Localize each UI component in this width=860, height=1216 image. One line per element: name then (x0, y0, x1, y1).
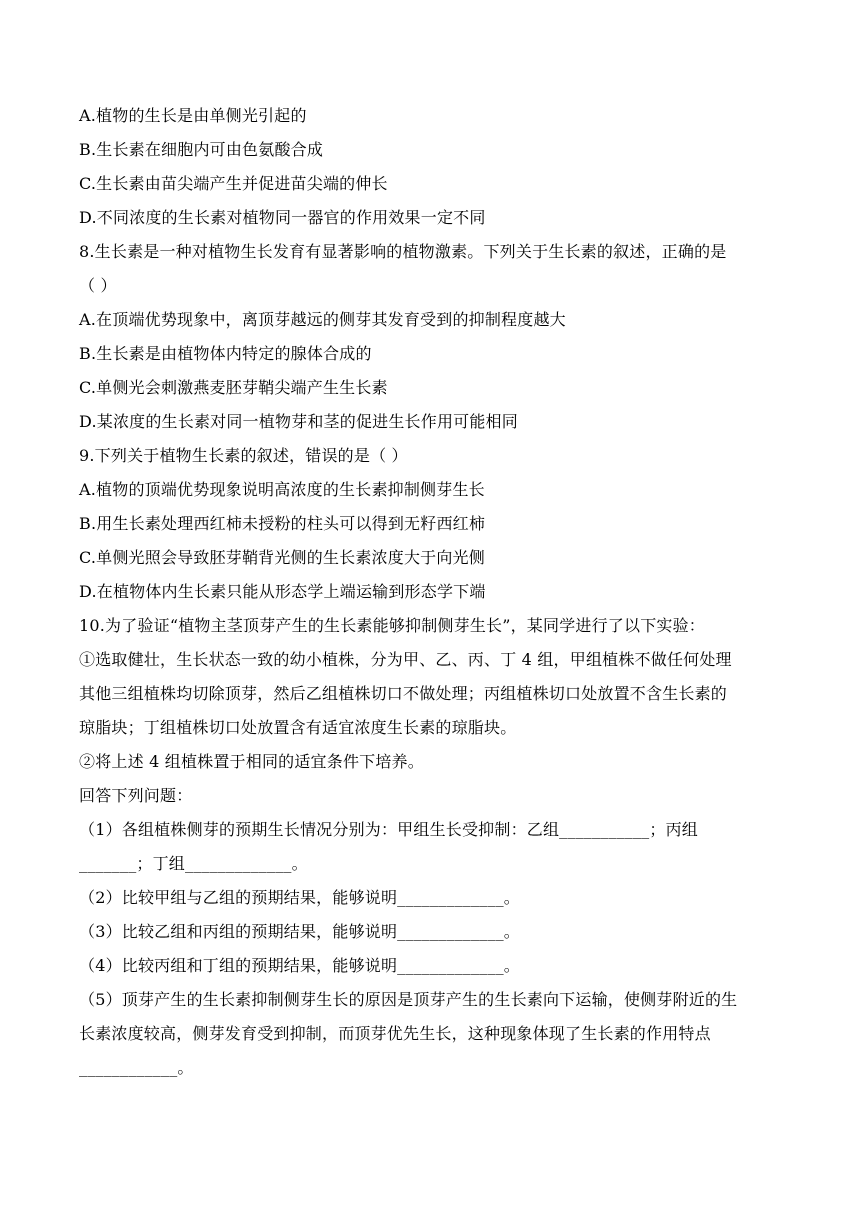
q10-sub4: （4）比较丙组和丁组的预期结果，能够说明_____________。 (79, 956, 520, 975)
q10-sub2: （2）比较甲组与乙组的预期结果，能够说明_____________。 (79, 888, 520, 907)
q10-sub1-line2: _______；丁组_____________。 (79, 854, 308, 873)
q8-stem-bracket: （ ） (79, 276, 117, 295)
q10-sub1-line1: （1）各组植株侧芽的预期生长情况分别为：甲组生长受抑制：乙组___________；丙组 (79, 820, 698, 839)
q9-option-d: D.在植物体内生长素只能从形态学上端运输到形态学下端 (79, 582, 486, 601)
q10-sub5-line1: （5）顶芽产生的生长素抑制侧芽生长的原因是顶芽产生的生长素向下运输，使侧芽附近的生 (79, 990, 738, 1009)
q10-sub3: （3）比较乙组和丙组的预期结果，能够说明_____________。 (79, 922, 520, 941)
q7-option-b: B.生长素在细胞内可由色氨酸合成 (79, 140, 324, 159)
q7-option-a: A.植物的生长是由单侧光引起的 (79, 106, 307, 125)
q9-option-c: C.单侧光照会导致胚芽鞘背光侧的生长素浓度大于向光侧 (79, 548, 485, 567)
q8-option-c: C.单侧光会刺激燕麦胚芽鞘尖端产生生长素 (79, 378, 388, 397)
q10-stem: 10.为了验证“植物主茎顶芽产生的生长素能够抑制侧芽生长”，某同学进行了以下实验： (79, 616, 706, 635)
q8-option-a: A.在顶端优势现象中，离顶芽越远的侧芽其发育受到的抑制程度越大 (79, 310, 566, 329)
q9-option-b: B.用生长素处理西红柿未授粉的柱头可以得到无籽西红柿 (79, 514, 486, 533)
q10-prompt: 回答下列问题： (79, 786, 193, 805)
q10-step1-line1: ①选取健壮，生长状态一致的幼小植株，分为甲、乙、丙、丁 4 组，甲组植株不做任何处理 (79, 650, 732, 669)
document-page (79, 99, 799, 1085)
q8-option-b: B.生长素是由植物体内特定的腺体合成的 (79, 344, 372, 363)
q10-step1-line2: 其他三组植株均切除顶芽，然后乙组植株切口不做处理；丙组植株切口处放置不含生长素的 (79, 684, 728, 703)
q10-sub5-line3: ____________。 (79, 1058, 194, 1077)
q10-step1-line3: 琼脂块；丁组植株切口处放置含有适宜浓度生长素的琼脂块。 (79, 718, 517, 737)
q10-sub5-line2: 长素浓度较高，侧芽发育受到抑制，而顶芽优先生长，这种现象体现了生长素的作用特点 (79, 1024, 711, 1043)
q7-option-c: C.生长素由苗尖端产生并促进苗尖端的伸长 (79, 174, 388, 193)
q9-option-a: A.植物的顶端优势现象说明高浓度的生长素抑制侧芽生长 (79, 480, 485, 499)
q9-stem: 9.下列关于植物生长素的叙述，错误的是（ ） (79, 446, 408, 465)
q8-option-d: D.某浓度的生长素对同一植物芽和茎的促进生长作用可能相同 (79, 412, 518, 431)
q8-stem: 8.生长素是一种对植物生长发育有显著影响的植物激素。下列关于生长素的叙述，正确的是 (79, 242, 727, 261)
q10-step2: ②将上述 4 组植株置于相同的适宜条件下培养。 (79, 752, 424, 771)
q7-option-d: D.不同浓度的生长素对植物同一器官的作用效果一定不同 (79, 208, 486, 227)
